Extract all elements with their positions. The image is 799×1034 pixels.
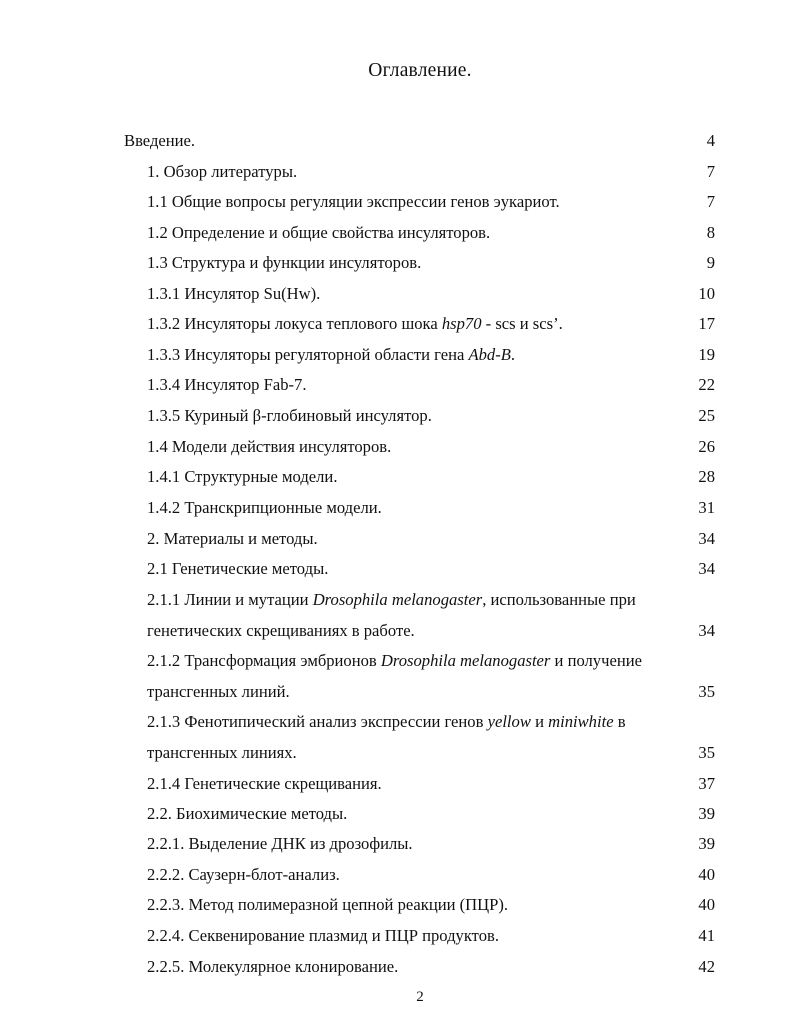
toc-entry [147,651,715,671]
toc-entry-title [147,957,398,977]
toc-entry-text: hsp70 [441,314,482,333]
toc-entry-text: 1.3.4 Инсулятор Fab-7. [147,375,307,394]
toc-entry-text: трансгенных линий. [147,682,290,701]
toc-entry-title [147,437,391,457]
toc-entry-title [147,926,499,946]
toc-entry-title [147,774,382,794]
toc-entry [147,314,715,334]
toc-entry [147,406,715,426]
toc-entry-title [147,314,563,334]
toc-entry-title [147,865,340,885]
toc-entry-text: 1.4.2 Транскрипционные модели. [147,498,382,517]
toc-entry-text: 1. Обзор литературы. [147,162,298,181]
toc-entry-text: 1.2 Определение и общие свойства инсуляторов. [147,223,491,242]
toc-entry-text: 2.1.3 Фенотипический анализ экспрессии генов [147,712,488,731]
toc-page-number: 31 [698,498,715,517]
toc-entry-title [147,253,421,273]
toc-page-number: 34 [698,621,715,640]
toc-entry-text: , использованные при [482,590,636,609]
toc-entry-text: Abd-B [468,345,511,364]
toc-entry-title [147,529,318,549]
toc-entry-text: 2.2.4. Секвенирование плазмид и ПЦР продуктов. [147,926,499,945]
toc-page-number: 17 [698,314,715,333]
toc-entry-text: 1.3.2 Инсуляторы локуса теплового шока [147,314,442,333]
toc-entry-text: 1.3.1 Инсулятор Su(Hw). [147,284,321,303]
toc-entry [147,192,715,212]
toc-entry-text: и [530,712,549,731]
toc-entry [147,467,715,487]
toc-entry-title [147,651,642,671]
toc-entry [147,895,715,915]
toc-entry-text: 2.2.1. Выделение ДНК из дрозофилы. [147,834,413,853]
toc-page-number: 7 [706,192,715,211]
toc-page-number: 35 [698,743,715,762]
toc-entry-title [147,375,306,395]
toc-entry-text: 1.3.5 Куриный β-глобиновый инсулятор. [147,406,432,425]
toc-entry-text: трансгенных линиях. [147,743,297,762]
toc-entry-text: 2.2. Биохимические методы. [147,804,348,823]
toc-entry [147,804,715,824]
toc-entry-title [147,162,297,182]
toc-entry-title [147,223,490,243]
toc-page-number: 42 [698,957,715,976]
toc-entry-title [124,131,195,151]
toc-entry-title [147,712,626,732]
toc-page-number: 41 [698,926,715,945]
toc-entry [147,162,715,182]
toc-entry-text: 1.4 Модели действия инсуляторов. [147,437,392,456]
toc-entry-text: miniwhite [548,712,614,731]
toc-entry-continuation [147,743,715,763]
toc-entry [147,957,715,977]
toc-page-number: 4 [706,131,715,150]
toc-entry-text: Drosophila melanogaster [312,590,483,609]
toc-entry [147,375,715,395]
toc-entry [124,131,715,151]
toc-page-number: 19 [698,345,715,364]
toc-entry-text: 1.4.1 Структурные модели. [147,467,338,486]
toc-entry-text: и получение [550,651,642,670]
toc-entry-text: 1.3 Структура и функции инсуляторов. [147,253,422,272]
toc-entry-continuation [147,621,715,641]
toc-entry-continuation [147,682,715,702]
toc-page-number: 40 [698,895,715,914]
toc-entry-text: в [613,712,626,731]
toc-entry-title [147,590,636,610]
toc-entry-title [147,192,560,212]
page-number: 2 [416,989,424,1005]
toc-entry-text: 2.1.2 Трансформация эмбрионов [147,651,381,670]
toc-entry [147,253,715,273]
page-title: Оглавление. [368,60,472,81]
toc-entry [147,223,715,243]
toc-page-number: 9 [706,253,715,272]
toc-page-number: 10 [698,284,715,303]
toc-entry-text: 2.1.1 Линии и мутации [147,590,313,609]
toc-entry-title [147,498,382,518]
toc-page-number: 40 [698,865,715,884]
toc-entry-title [147,804,347,824]
toc-page-number: 7 [706,162,715,181]
toc-page-number: 39 [698,804,715,823]
toc-entry [147,498,715,518]
toc-page-number: 28 [698,467,715,486]
toc-entry [147,529,715,549]
toc-entry-text: - scs и scs’. [481,314,563,333]
toc-page-number: 26 [698,437,715,456]
toc-entry [147,345,715,365]
toc-entry-text: . [510,345,516,364]
toc-entry [147,774,715,794]
toc-page-number: 8 [706,223,715,242]
toc-entry-text: генетических скрещиваниях в работе. [147,621,415,640]
toc-entry-text: 2.1.4 Генетические скрещивания. [147,774,382,793]
toc-page-number: 25 [698,406,715,425]
toc-entry-title [147,406,432,426]
toc-entry-title [147,284,320,304]
toc-entry-text: 2. Материалы и методы. [147,529,318,548]
toc-entry-text: yellow [487,712,531,731]
toc-entry-text: 2.1 Генетические методы. [147,559,329,578]
toc-page-number: 22 [698,375,715,394]
toc-entry [147,834,715,854]
toc-entry-title [147,559,328,579]
toc-page-number: 34 [698,529,715,548]
toc-entry-title [147,345,515,365]
toc-entry [147,590,715,610]
toc-entry [147,712,715,732]
toc-entry-text: Drosophila melanogaster [380,651,551,670]
toc-entry-text: 1.1 Общие вопросы регуляции экспрессии генов эукариот. [147,192,560,211]
toc-entry-text: 2.2.2. Саузерн-блот-анализ. [147,865,340,884]
toc-page-number: 34 [698,559,715,578]
toc-entry [147,284,715,304]
toc-page-number: 39 [698,834,715,853]
toc-entry [147,437,715,457]
toc-entry-text: Введение. [124,131,196,150]
toc-entry [147,926,715,946]
toc-entry-text: 2.2.5. Молекулярное клонирование. [147,957,399,976]
toc-entry [147,559,715,579]
toc-entry [147,865,715,885]
toc-entry-title [147,895,508,915]
toc-page-number: 37 [698,774,715,793]
toc-entry-text: 1.3.3 Инсуляторы регуляторной области гена [147,345,469,364]
toc-entry-text: 2.2.3. Метод полимеразной цепной реакции (ПЦР). [147,895,509,914]
toc-page-number: 35 [698,682,715,701]
toc-entry-title [147,834,413,854]
toc-entry-title [147,467,337,487]
